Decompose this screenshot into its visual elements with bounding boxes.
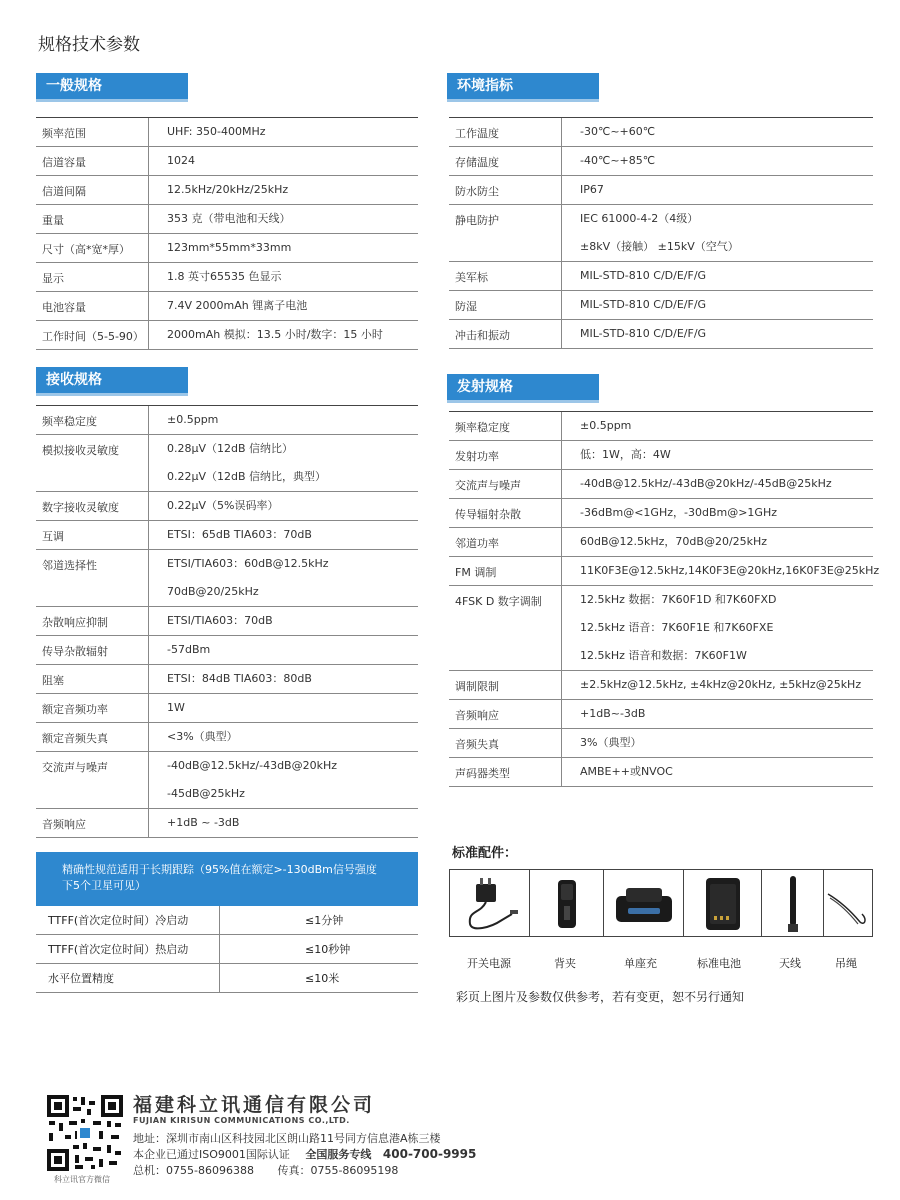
- spec-value: [149, 665, 418, 693]
- table-row: [36, 435, 418, 492]
- spec-value: [149, 809, 418, 837]
- spec-value-line: 60dB@12.5kHz，70dB@20/25kHz: [580, 535, 768, 548]
- table-row: [449, 320, 873, 349]
- spec-label: 频率稳定度: [36, 406, 149, 434]
- table-row: [449, 291, 873, 320]
- general-spec-table: [36, 117, 418, 350]
- spec-value: [562, 291, 873, 319]
- section-heading-environment: 环境指标: [447, 73, 599, 99]
- table-row: [449, 557, 880, 586]
- certification-text: 本企业已通过ISO9001国际认证: [133, 1148, 290, 1161]
- table-row: [36, 263, 418, 292]
- spec-label: 重量: [36, 205, 149, 233]
- table-row: [36, 665, 418, 694]
- spec-value: [562, 528, 873, 556]
- hotline-number: 400-700-9995: [382, 1147, 477, 1161]
- spec-value-line: MIL-STD-810 C/D/E/F/G: [580, 298, 707, 311]
- table-row: 水平位置精度 ≤10米: [36, 964, 418, 993]
- spec-value-line: 0.28μV（12dB 信纳比）: [167, 442, 294, 455]
- spec-value-line: 70dB@20/25kHz: [167, 585, 259, 598]
- transmit-spec-table: [449, 411, 880, 787]
- table-row: [36, 694, 418, 723]
- spec-label: 传导杂散辐射: [36, 636, 149, 664]
- table-row: [449, 147, 873, 176]
- spec-label: 额定音频失真: [36, 723, 149, 751]
- spec-label: 声码器类型: [449, 758, 562, 786]
- spec-value-line: -30℃~+60℃: [580, 125, 656, 138]
- spec-value: [149, 752, 418, 808]
- spec-value: [149, 263, 418, 291]
- spec-label: 工作温度: [449, 118, 562, 146]
- spec-value: [562, 205, 873, 261]
- table-row: [449, 671, 873, 700]
- spec-label: 音频失真: [449, 729, 562, 757]
- gps-note-box: [36, 852, 418, 906]
- spec-value: [149, 435, 418, 491]
- certification-line: [133, 1146, 476, 1162]
- spec-label: 工作时间（5-5-90）: [36, 321, 149, 349]
- table-row: [449, 586, 873, 671]
- spec-value: [562, 441, 873, 469]
- spec-value-line: 12.5kHz 语音和数据：7K60F1W: [580, 649, 747, 662]
- spec-value: [562, 557, 879, 585]
- spec-value: [562, 671, 873, 699]
- table-row: [36, 723, 418, 752]
- company-address: 地址：深圳市南山区科技园北区朗山路11号同方信息港A栋三楼: [133, 1132, 441, 1145]
- table-row: [36, 176, 418, 205]
- spec-value-line: 12.5kHz 数据：7K60F1D 和7K60FXD: [580, 593, 777, 606]
- spec-value: [149, 118, 418, 146]
- hotline-label: 全国服务专线: [305, 1148, 372, 1161]
- spec-label: 交流声与噪声: [36, 752, 149, 808]
- spec-value: [562, 118, 873, 146]
- spec-label: 美军标: [449, 262, 562, 290]
- gps-table: [36, 906, 418, 993]
- spec-label: 阻塞: [36, 665, 149, 693]
- spec-value: [149, 205, 418, 233]
- table-row: [449, 528, 873, 557]
- receive-spec-table: [36, 405, 418, 838]
- table-row: TTFF(首次定位时间）热启动 ≤10秒钟: [36, 935, 418, 964]
- spec-label: 调制限制: [449, 671, 562, 699]
- table-row: [449, 441, 873, 470]
- spec-value: [149, 234, 418, 262]
- page-title: 规格技术参数: [38, 35, 140, 55]
- spec-label: 交流声与噪声: [449, 470, 562, 498]
- spec-value-line: ±2.5kHz@12.5kHz, ±4kHz@20kHz, ±5kHz@25kHz: [580, 678, 862, 691]
- spec-value-line: -57dBm: [167, 643, 211, 656]
- table-row: [36, 292, 418, 321]
- spec-value: [149, 292, 418, 320]
- spec-label: 音频响应: [449, 700, 562, 728]
- spec-label: 传导辐射杂散: [449, 499, 562, 527]
- spec-value-line: ±8kV（接触） ±15kV（空气）: [580, 240, 739, 253]
- spec-label: 音频响应: [36, 809, 149, 837]
- table-row: [36, 492, 418, 521]
- spec-label: 邻道功率: [449, 528, 562, 556]
- spec-label: 信道容量: [36, 147, 149, 175]
- spec-value-line: 1W: [167, 701, 185, 714]
- table-row: [449, 700, 873, 729]
- table-row: [36, 234, 418, 263]
- gps-note-line2: 下5个卫星可见）: [62, 879, 146, 892]
- spec-value-line: 0.22μV（12dB 信纳比，典型）: [167, 470, 327, 483]
- table-row: [449, 176, 873, 205]
- spec-value-line: +1dB ~ -3dB: [167, 816, 240, 829]
- table-row: [449, 470, 873, 499]
- spec-value-line: 低：1W，高：4W: [580, 448, 671, 461]
- spec-value-line: ±0.5ppm: [167, 413, 219, 426]
- spec-value-line: -45dB@25kHz: [167, 787, 245, 800]
- spec-label: 信道间隔: [36, 176, 149, 204]
- spec-value-line: AMBE++或NVOC: [580, 765, 673, 778]
- spec-value-line: 123mm*55mm*33mm: [167, 241, 292, 254]
- spec-label: 4FSK D 数字调制: [449, 586, 562, 670]
- table-row: [449, 205, 873, 262]
- table-row: [449, 499, 873, 528]
- table-row: [36, 406, 418, 435]
- belt-clip-image: [530, 870, 604, 936]
- spec-label: 互调: [36, 521, 149, 549]
- qr-caption: 科立讯官方微信: [54, 1175, 110, 1184]
- spec-label: 冲击和振动: [449, 320, 562, 348]
- spec-label: 杂散响应抑制: [36, 607, 149, 635]
- table-row: [449, 118, 873, 147]
- table-row: [449, 412, 873, 441]
- spec-value-line: ETSI：65dB TIA603：70dB: [167, 528, 312, 541]
- table-row: [36, 118, 418, 147]
- spec-value-line: ±0.5ppm: [580, 419, 632, 432]
- spec-value-line: MIL-STD-810 C/D/E/F/G: [580, 327, 707, 340]
- spec-value-line: 3%（典型）: [580, 736, 642, 749]
- table-row: [36, 521, 418, 550]
- spec-value: [562, 758, 873, 786]
- spec-label: 发射功率: [449, 441, 562, 469]
- accessories-grid: [449, 869, 873, 937]
- accessories-labels: [449, 955, 873, 971]
- spec-value: [562, 320, 873, 348]
- spec-value-line: <3%（典型）: [167, 730, 238, 743]
- table-row: [449, 262, 873, 291]
- spec-label: 防湿: [449, 291, 562, 319]
- spec-value: [149, 723, 418, 751]
- section-heading-transmit: 发射规格: [447, 374, 599, 400]
- fax-number: 传真：0755-86095198: [277, 1164, 399, 1177]
- power-adapter-image: [450, 870, 530, 936]
- spec-label: 模拟接收灵敏度: [36, 435, 149, 491]
- spec-value-line: 0.22μV（5%误码率）: [167, 499, 279, 512]
- spec-label: FM 调制: [449, 557, 562, 585]
- spec-label: 尺寸（高*宽*厚）: [36, 234, 149, 262]
- table-row: [449, 758, 873, 787]
- table-row: [36, 147, 418, 176]
- spec-value: [562, 470, 873, 498]
- company-name-cn: 福建科立讯通信有限公司: [133, 1094, 376, 1116]
- table-row: [36, 607, 418, 636]
- spec-label: 防水防尘: [449, 176, 562, 204]
- spec-label: 存储温度: [449, 147, 562, 175]
- contact-line: [133, 1162, 398, 1178]
- disclaimer-text: 彩页上图片及参数仅供参考，若有变更，恕不另行通知: [456, 990, 745, 1004]
- spec-value: [562, 499, 873, 527]
- spec-value-line: ETSI/TIA603：70dB: [167, 614, 273, 627]
- accessory-label: 标准电池: [697, 957, 741, 970]
- table-row: [36, 205, 418, 234]
- spec-value-line: 353 克（带电池和天线）: [167, 212, 291, 225]
- spec-label: 频率范围: [36, 118, 149, 146]
- qr-code-image: [45, 1093, 125, 1173]
- accessory-label: 开关电源: [467, 957, 511, 970]
- table-row: [449, 729, 873, 758]
- spec-value: [562, 412, 873, 440]
- spec-label: 静电防护: [449, 205, 562, 261]
- charger-image: [604, 870, 684, 936]
- spec-value-line: 12.5kHz 语音：7K60F1E 和7K60FXE: [580, 621, 774, 634]
- spec-value: [562, 700, 873, 728]
- spec-value-line: 11K0F3E@12.5kHz,14K0F3E@20kHz,16K0F3E@25kHz: [580, 564, 880, 577]
- spec-value-line: -36dBm@<1GHz，-30dBm@>1GHz: [580, 506, 777, 519]
- battery-image: [684, 870, 762, 936]
- accessory-label: 天线: [779, 957, 801, 970]
- spec-value-line: 1.8 英寸65535 色显示: [167, 270, 282, 283]
- accessory-label: 背夹: [554, 957, 576, 970]
- spec-value: [562, 262, 873, 290]
- gps-note-line1: 精确性规范适用于长期跟踪（95%值在额定>-130dBm信号强度: [62, 863, 377, 876]
- spec-value: [149, 321, 418, 349]
- spec-value: [149, 550, 418, 606]
- company-name-en: FUJIAN KIRISUN COMMUNICATIONS CO.,LTD.: [133, 1116, 350, 1125]
- table-row: TTFF(首次定位时间）冷启动 ≤1分钟: [36, 906, 418, 935]
- spec-label: 数字接收灵敏度: [36, 492, 149, 520]
- spec-label: 邻道选择性: [36, 550, 149, 606]
- table-row: [36, 321, 418, 350]
- spec-value-line: -40dB@12.5kHz/-43dB@20kHz/-45dB@25kHz: [580, 477, 832, 490]
- spec-label: 电池容量: [36, 292, 149, 320]
- accessories-title: 标准配件：: [452, 846, 518, 861]
- spec-value-line: 7.4V 2000mAh 锂离子电池: [167, 299, 308, 312]
- spec-value-line: 1024: [167, 154, 195, 167]
- spec-value: [562, 176, 873, 204]
- spec-value: [149, 521, 418, 549]
- environment-spec-table: [449, 117, 873, 349]
- spec-value-line: ETSI/TIA603：60dB@12.5kHz: [167, 557, 329, 570]
- spec-value-line: -40dB@12.5kHz/-43dB@20kHz: [167, 759, 338, 772]
- spec-value-line: ETSI：84dB TIA603：80dB: [167, 672, 312, 685]
- spec-value-line: IEC 61000-4-2（4级）: [580, 212, 699, 225]
- spec-value: [149, 607, 418, 635]
- phone-number: 总机：0755-86096388: [133, 1164, 254, 1177]
- spec-label: 显示: [36, 263, 149, 291]
- spec-value-line: 12.5kHz/20kHz/25kHz: [167, 183, 289, 196]
- spec-value-line: 2000mAh 模拟：13.5 小时/数字：15 小时: [167, 328, 383, 341]
- table-row: [36, 809, 418, 838]
- spec-value-line: UHF: 350-400MHz: [167, 125, 266, 138]
- spec-label: 频率稳定度: [449, 412, 562, 440]
- spec-value: [149, 176, 418, 204]
- antenna-image: [762, 870, 824, 936]
- spec-value: [149, 492, 418, 520]
- accessory-label: 单座充: [624, 957, 657, 970]
- spec-value: [562, 586, 873, 670]
- accessory-label: 吊绳: [835, 957, 857, 970]
- lanyard-image: [824, 870, 872, 936]
- spec-value: [149, 147, 418, 175]
- table-row: [36, 752, 418, 809]
- section-heading-receive: 接收规格: [36, 367, 188, 393]
- spec-value-line: MIL-STD-810 C/D/E/F/G: [580, 269, 707, 282]
- spec-value-line: +1dB~-3dB: [580, 707, 646, 720]
- spec-value: [562, 147, 873, 175]
- spec-value-line: -40℃~+85℃: [580, 154, 656, 167]
- section-heading-general: 一般规格: [36, 73, 188, 99]
- spec-value: [149, 406, 418, 434]
- table-row: [36, 636, 418, 665]
- spec-value: [562, 729, 873, 757]
- spec-value: [149, 694, 418, 722]
- spec-value: [149, 636, 418, 664]
- table-row: [36, 550, 418, 607]
- spec-value-line: IP67: [580, 183, 604, 196]
- spec-label: 额定音频功率: [36, 694, 149, 722]
